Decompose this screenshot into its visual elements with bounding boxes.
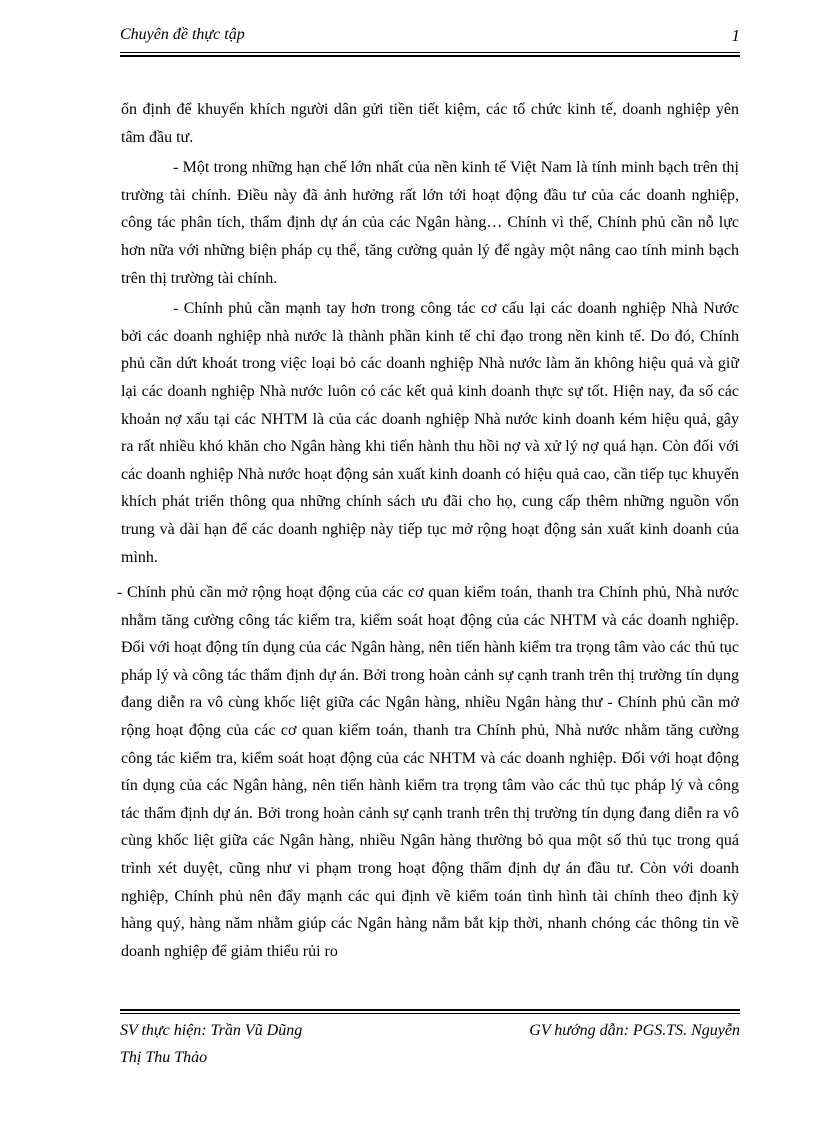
paragraph-3: - Chính phủ cần mạnh tay hơn trong công tác cơ cấu lại các doanh nghiệp Nhà Nước bởi các doanh nghiệp nhà nước là thành phần kinh tế chỉ đạo trong nền kinh tế. Do đó, Chính phủ cần dứt khoát trong việc loại bỏ các doanh nghiệp Nhà nước làm ăn không hiệu quả và giữ lại các doanh nghiệp Nhà nước luôn có các kết quả kinh doanh thực sự tốt. Hiện nay, đa số các khoản nợ xấu tại các NHTM là của các doanh nghiệp Nhà nước kinh doanh kém hiệu quả, gây ra rất nhiều khó khăn cho Ngân hàng khi tiến hành thu hồi nợ và xử lý nợ quá hạn. Còn đối với các doanh nghiệp Nhà nước hoạt động sản xuất kinh doanh có hiệu quả cao, cần tiếp tục khuyến khích phát triển thông qua những chính sách ưu đãi cho họ, cung cấp thêm những nguồn vốn trung và dài hạn để các doanh nghiệp này tiếp tục mở rộng hoạt động sản xuất kinh doanh của mình.	[121, 300, 739, 566]
paragraph-2: - Một trong những hạn chế lớn nhất của nền kinh tế Việt Nam là tính minh bạch trên thị trường tài chính. Điều này đã ảnh hưởng rất lớn tới hoạt động đầu tư của các doanh nghiệp, công tác phân tích, thẩm định dự án của các Ngân hàng… Chính vì thế, Chính phủ cần nỗ lực hơn nữa với những biện pháp cụ thể, tăng cường quản lý để ngày một nâng cao tính minh bạch trên thị trường tài chính.	[121, 159, 739, 287]
footer-rule-bottom	[120, 1013, 740, 1014]
page-number: 1	[731, 26, 740, 45]
footer-advisor-continued: Thị Thu Thảo	[120, 1049, 208, 1066]
footer-advisor: GV hướng dẫn: PGS.TS. Nguyễn	[529, 1022, 740, 1039]
header-rule-bottom	[120, 55, 740, 57]
footer-student: SV thực hiện: Trần Vũ Dũng	[120, 1022, 303, 1039]
paragraph-1: ổn định để khuyến khích người dân gửi tiền tiết kiệm, các tổ chức kinh tế, doanh nghiệp yên tâm đầu tư.	[121, 101, 739, 146]
header-title: Chuyên đề thực tập	[120, 26, 245, 43]
header-rule-top	[120, 52, 740, 53]
document-body	[117, 96, 739, 965]
paragraph-4: - Chính phủ cần mở rộng hoạt động của các cơ quan kiểm toán, thanh tra Chính phủ, Nhà nước nhằm tăng cường công tác kiểm tra, kiểm soát hoạt động của các NHTM và các doanh nghiệp. Đối với hoạt động tín dụng của các Ngân hàng, nên tiến hành kiểm tra trọng tâm vào các thủ tục pháp lý và công tác thẩm định dự án. Bởi trong hoàn cảnh sự cạnh tranh trên thị trường tín dụng đang diễn ra vô cùng khốc liệt giữa các Ngân hàng, nhiều Ngân hàng thư - Chính phủ cần mở rộng hoạt động của các cơ quan kiểm toán, thanh tra Chính phủ, Nhà nước nhằm tăng cường công tác kiểm tra, kiểm soát hoạt động của các NHTM và các doanh nghiệp. Đối với hoạt động tín dụng của các Ngân hàng, nên tiến hành kiểm tra trọng tâm vào các thủ tục pháp lý và công tác thẩm định dự án. Bởi trong hoàn cảnh sự cạnh tranh trên thị trường tín dụng đang diễn ra vô cùng khốc liệt giữa các Ngân hàng, nhiều Ngân hàng thường bỏ qua một số thủ tục trong quá trình xét duyệt, cũng như vi phạm trong hoạt động thẩm định dự án đầu tư. Còn với doanh nghiệp, Chính phủ nên đẩy mạnh các qui định về kiểm toán tình hình tài chính theo định kỳ hàng quý, hàng năm nhằm giúp các Ngân hàng nắm bắt kịp thời, nhanh chóng các thông tin về doanh nghiệp để giảm thiểu rủi ro	[117, 584, 739, 960]
footer-rule-top	[120, 1009, 740, 1011]
page-header	[120, 26, 740, 50]
